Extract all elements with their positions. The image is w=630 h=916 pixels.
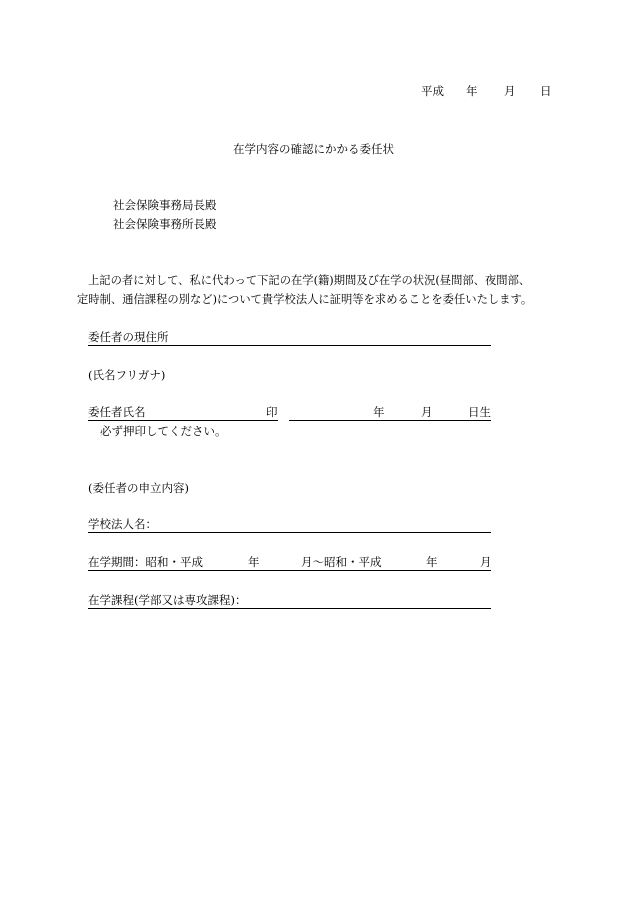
date-day: 日 — [540, 84, 552, 98]
period-start-month-to: 月～昭和・平成 — [301, 555, 382, 569]
date-year: 年 — [466, 84, 478, 98]
body-text-line-2: 定時制、通信課程の別など)について貴学校法人に証明等を求めることを委任いたします。 — [77, 293, 533, 306]
course-field[interactable] — [88, 608, 491, 609]
birth-year-label: 年 — [373, 405, 385, 419]
school-name-field[interactable] — [88, 532, 491, 533]
delegator-address-field[interactable] — [88, 345, 491, 346]
document-title: 在学内容の確認にかかる委任状 — [233, 142, 394, 156]
seal-mark: 印 — [266, 405, 278, 419]
seal-note: 必ず押印してください。 — [100, 424, 227, 438]
birth-month-label: 月 — [421, 405, 433, 419]
date-month: 月 — [504, 84, 516, 98]
period-start-year: 年 — [248, 555, 260, 569]
birth-date-field[interactable] — [289, 420, 491, 421]
course-label: 在学課程(学部又は専攻課程)： — [88, 593, 247, 607]
date-era: 平成 — [421, 84, 444, 98]
period-label: 在学期間：昭和・平成 — [88, 555, 203, 569]
body-text-line-1: 上記の者に対して、私に代わって下記の在学(籍)期間及び在学の状況(昼間部、夜間部、 — [88, 274, 531, 287]
period-end-year: 年 — [426, 555, 438, 569]
school-name-label: 学校法人名： — [88, 517, 157, 531]
furigana-label: (氏名フリガナ) — [88, 368, 166, 382]
delegator-address-label: 委任者の現住所 — [88, 330, 169, 344]
period-field[interactable] — [88, 570, 491, 571]
addressee-bureau: 社会保険事務局長殿 — [113, 198, 217, 212]
addressee-office: 社会保険事務所長殿 — [113, 217, 217, 231]
birth-day-label: 日生 — [468, 405, 491, 419]
request-heading: (委任者の申立内容) — [88, 481, 189, 495]
delegator-name-field[interactable] — [88, 420, 278, 421]
period-end-month: 月 — [480, 555, 492, 569]
delegator-name-label: 委任者氏名 — [88, 405, 146, 419]
